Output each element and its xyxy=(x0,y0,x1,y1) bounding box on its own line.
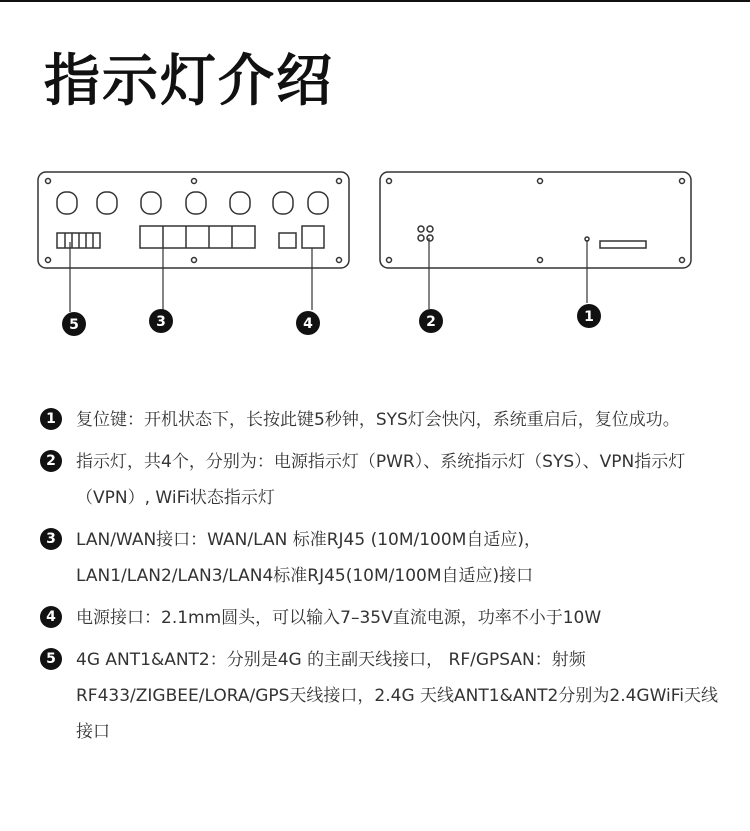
led-icon xyxy=(427,235,433,241)
callout-4 xyxy=(296,311,320,335)
antenna-port-icon xyxy=(141,192,161,214)
antenna-port-icon xyxy=(186,192,206,214)
legend-text: 4G ANT1&ANT2：分别是4G 的主副天线接口， RF/GPSAN：射频RF433/ZIGBEE/LORA/GPS天线接口，2.4G 天线ANT1&ANT2分别为2.4GWiFi天线接口 xyxy=(76,650,719,742)
number-badge: 2 xyxy=(40,450,62,472)
led-icon xyxy=(427,226,433,232)
ethernet-ports-icon xyxy=(140,226,255,248)
leader-lines xyxy=(70,238,587,312)
svg-text:2: 2 xyxy=(426,314,436,330)
antenna-port-icon xyxy=(273,192,293,214)
antenna-port-icon xyxy=(97,192,117,214)
callout-3 xyxy=(149,309,173,333)
front-panel xyxy=(38,172,349,268)
legend-text: 指示灯，共4个，分别为：电源指示灯（PWR）、系统指示灯（SYS）、VPN指示灯（VPN）, WiFi状态指示灯 xyxy=(76,452,686,508)
number-badge: 1 xyxy=(40,408,62,430)
callout-2 xyxy=(419,309,443,333)
number-badge: 3 xyxy=(40,528,62,550)
legend-text: LAN/WAN接口：WAN/LAN 标准RJ45 (10M/100M自适应)，LAN1/LAN2/LAN3/LAN4标准RJ45(10M/100M自适应)接口 xyxy=(76,530,541,586)
svg-text:1: 1 xyxy=(584,309,594,325)
led-icon xyxy=(418,226,424,232)
led-icon xyxy=(418,235,424,241)
legend-item-power xyxy=(40,600,730,636)
indicator-legend xyxy=(40,402,730,750)
legend-text: 复位键：开机状态下，长按此键5秒钟，SYS灯会快闪，系统重启后，复位成功。 xyxy=(76,410,680,430)
antenna-port-icon xyxy=(230,192,250,214)
svg-text:5: 5 xyxy=(69,317,79,333)
legend-item-leds xyxy=(40,444,730,516)
number-badge: 4 xyxy=(40,606,62,628)
callout-5 xyxy=(62,312,86,336)
svg-text:3: 3 xyxy=(156,314,166,330)
svg-text:4: 4 xyxy=(303,316,313,332)
legend-item-antenna xyxy=(40,642,730,750)
legend-text: 电源接口：2.1mm圆头，可以输入7–35V直流电源，功率不小于10W xyxy=(76,608,602,628)
usb-port-icon xyxy=(279,233,296,248)
callout-1 xyxy=(577,304,601,328)
page-title: 指示灯介绍 xyxy=(44,49,334,114)
rear-panel xyxy=(380,172,691,268)
device-diagram xyxy=(0,160,750,350)
antenna-port-icon xyxy=(308,192,328,214)
legend-item-reset xyxy=(40,402,730,438)
legend-item-lan-wan xyxy=(40,522,730,594)
number-badge: 5 xyxy=(40,648,62,670)
antenna-port-icon xyxy=(57,192,77,214)
card-slot-icon xyxy=(600,241,646,248)
power-port-icon xyxy=(302,226,324,248)
top-divider xyxy=(0,0,750,2)
